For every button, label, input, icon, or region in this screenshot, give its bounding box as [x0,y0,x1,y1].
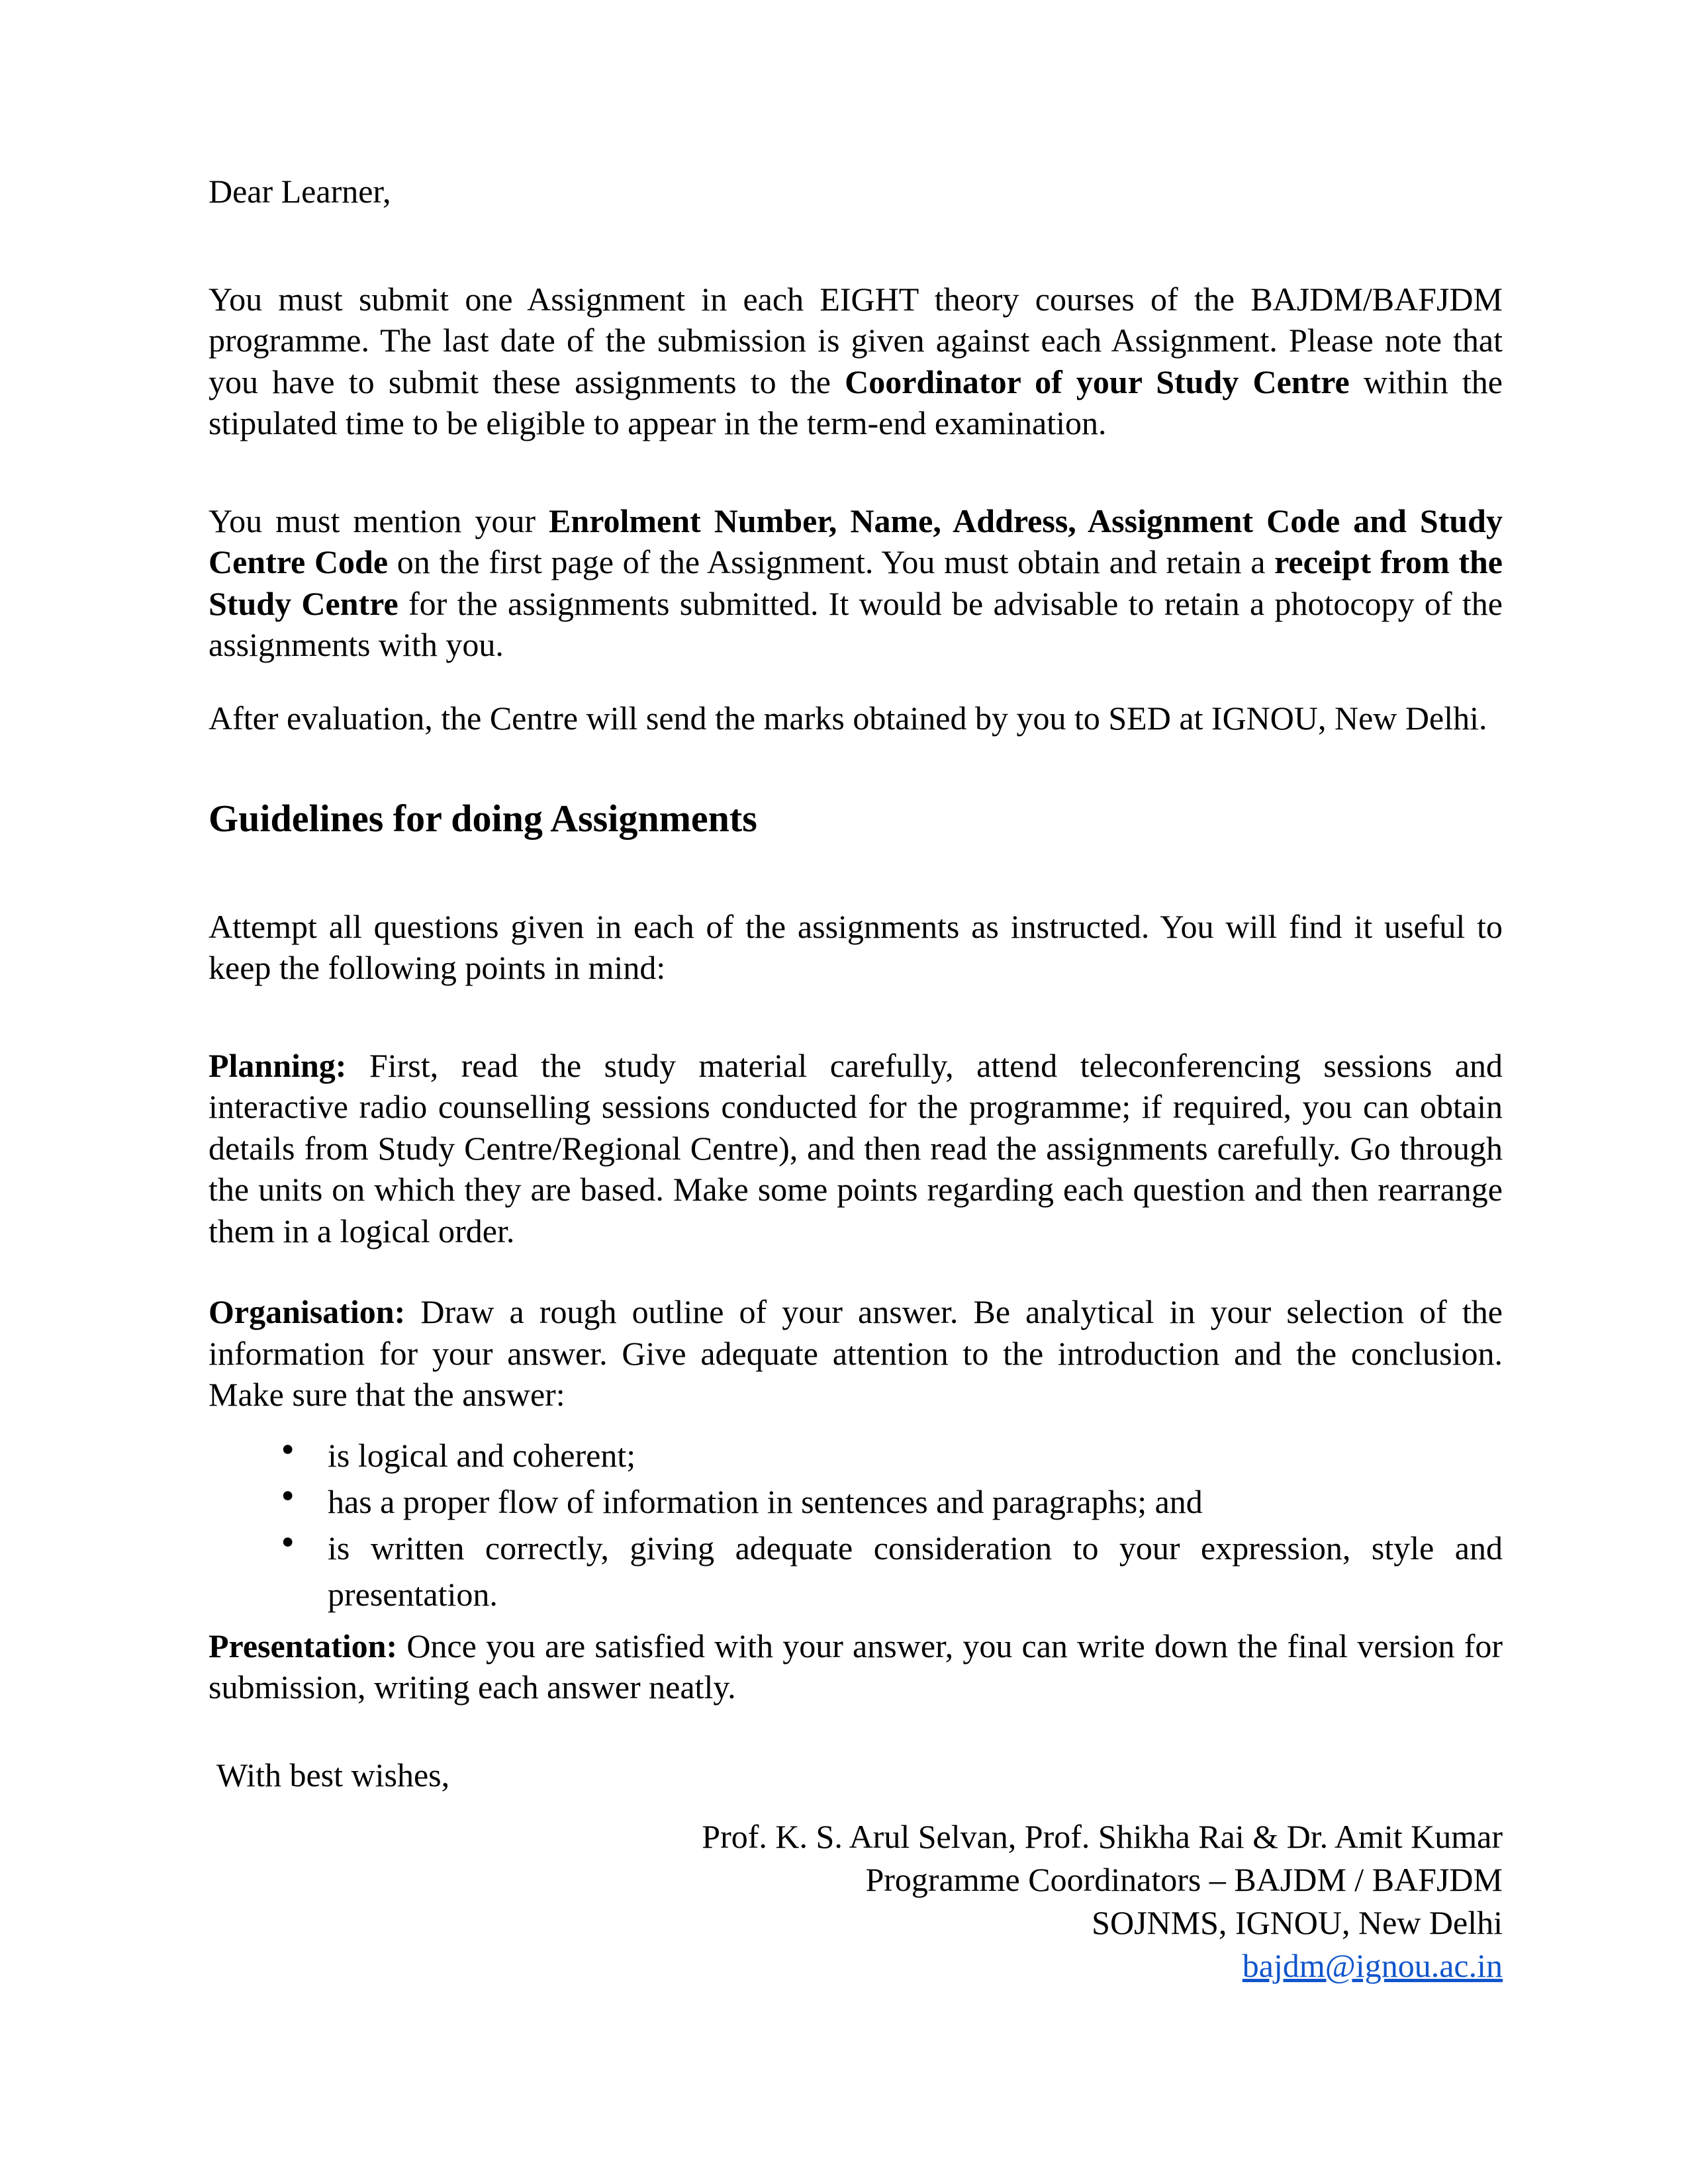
list-item [209,1432,1503,1479]
text-segment: Draw a rough outline of your answer. Be analytical in your selection of the information for your answer. Give adequate attention to the introduction and the conclusion. Make sure that the answer: [209,1293,1503,1413]
list-item-text: has a proper flow of information in sentences and paragraphs; and [328,1482,1203,1520]
signature-names: Prof. K. S. Arul Selvan, Prof. Shikha Rai & Dr. Amit Kumar [702,1818,1503,1855]
answer-points-list [209,1432,1503,1617]
paragraph-mention-details [209,500,1503,666]
bullet-icon: ● [281,1528,295,1553]
paragraph-submission-rules [209,279,1503,444]
closing-line: With best wishes, [216,1756,450,1794]
guidelines-heading: Guidelines for doing Assignments [209,797,757,840]
text-segment: on the first page of the Assignment. You must obtain and retain a [388,543,1275,580]
text-segment: Once you are satisfied with your answer, you can write down the final version for submission, writing each answer neatly. [209,1627,1503,1706]
list-item [209,1525,1503,1617]
text-segment: for the assignments submitted. It would be advisable to retain a photocopy of the assignments with you. [209,584,1503,663]
paragraph-attempt: Attempt all questions given in each of the assignments as instructed. You will find it useful to keep the following points in mind: [209,907,1503,986]
paragraph-planning [209,1045,1503,1252]
bold-text-segment: Coordinator of your Study Centre [845,363,1350,400]
signature-role: Programme Coordinators – BAJDM / BAFJDM [865,1861,1503,1898]
salutation: Dear Learner, [209,173,391,210]
paragraph-evaluation: After evaluation, the Centre will send the marks obtained by you to SED at IGNOU, New Delhi. [209,699,1487,737]
email-link[interactable]: bajdm@ignou.ac.in [1242,1947,1503,1984]
bold-text-segment: receipt from the Study Centre [209,543,1503,622]
bold-text-segment: Enrolment Number, Name, Address, Assignment Code and Study Centre Code [209,502,1503,580]
list-item [209,1479,1503,1525]
list-item-text: is written correctly, giving adequate consideration to your expression, style and presentation. [328,1529,1503,1613]
signature-institution: SOJNMS, IGNOU, New Delhi [1092,1904,1503,1941]
text-segment: within the stipulated time to be eligible to appear in the term-end examination. [209,363,1503,441]
paragraph-presentation [209,1625,1503,1708]
bullet-icon: ● [281,1435,295,1460]
organisation-label: Organisation: [209,1293,406,1330]
text-segment: First, read the study material carefully, attend teleconferencing sessions and interactive radio counselling sessions conducted for the programme; if required, you can obtain details from Study Centre/Regional Centre), and then read the assignments carefully. Go through the units on which they are based. Make some points regarding each question and then rearrange them in a logical order. [209,1046,1503,1250]
paragraph-organisation [209,1291,1503,1416]
signature-block [209,1815,1503,1987]
list-item-text: is logical and coherent; [328,1436,636,1474]
text-segment: You must mention your [209,502,549,539]
text-segment: You must submit one Assignment in each EIGHT theory courses of the BAJDM/BAFJDM programme. The last date of the submission is given against each Assignment. Please note that you have to submit these assignments to the [209,280,1503,400]
planning-label: Planning: [209,1046,347,1084]
bullet-icon: ● [281,1482,295,1506]
presentation-label: Presentation: [209,1627,398,1664]
